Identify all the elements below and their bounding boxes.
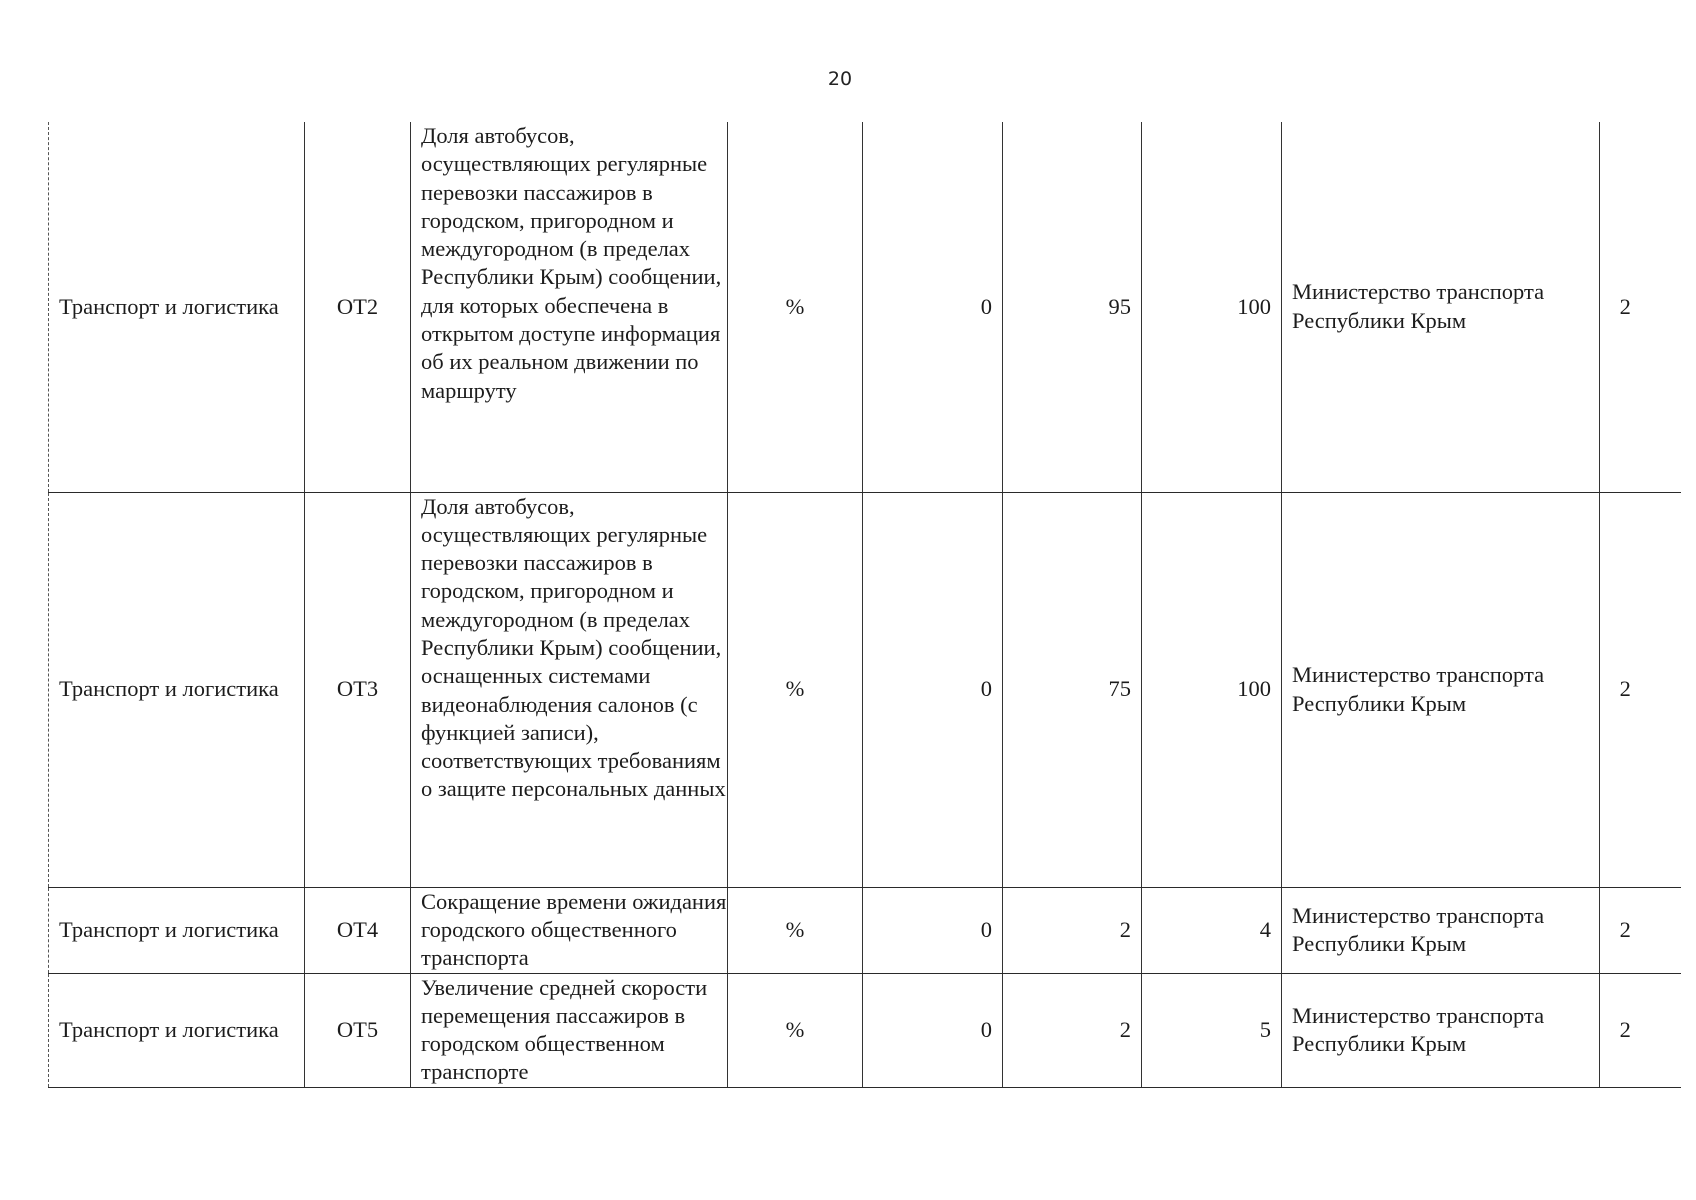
sector-cell: Транспорт и логистика [49,492,305,887]
description-cell: Доля автобусов, осуществляющих регулярные перевозки пассажиров в городском, пригородном и междугородном (в пределах Республики Крым) сообщении, для которых обеспечена в открытом доступе информация об их реальном движении по маршруту [411,122,728,492]
value-1-cell: 0 [863,122,1003,492]
responsible-cell: Министерство транспорта Республики Крым [1282,887,1600,973]
indicators-table [48,122,1681,1088]
table-row [49,887,1681,973]
last-cell: 2 [1600,122,1681,492]
value-2-cell: 2 [1003,887,1142,973]
responsible-cell: Министерство транспорта Республики Крым [1282,492,1600,887]
description-cell: Сокращение времени ожидания городского общественного транспорта [411,887,728,973]
code-cell: ОТ2 [305,122,411,492]
value-2-cell: 2 [1003,973,1142,1087]
page-number: 20 [827,68,853,90]
last-cell: 2 [1600,887,1681,973]
code-cell: ОТ4 [305,887,411,973]
responsible-cell: Министерство транспорта Республики Крым [1282,973,1600,1087]
value-2-cell: 75 [1003,492,1142,887]
value-3-cell: 5 [1142,973,1282,1087]
sector-cell: Транспорт и логистика [49,973,305,1087]
value-2-cell: 95 [1003,122,1142,492]
sector-cell: Транспорт и логистика [49,122,305,492]
unit-cell: % [728,122,863,492]
value-3-cell: 4 [1142,887,1282,973]
description-cell: Увеличение средней скорости перемещения пассажиров в городском общественном транспорте [411,973,728,1087]
value-1-cell: 0 [863,492,1003,887]
code-cell: ОТ3 [305,492,411,887]
table-row [49,492,1681,887]
value-1-cell: 0 [863,973,1003,1087]
sector-cell: Транспорт и логистика [49,887,305,973]
table-row [49,973,1681,1087]
value-3-cell: 100 [1142,122,1282,492]
unit-cell: % [728,973,863,1087]
last-cell: 2 [1600,492,1681,887]
unit-cell: % [728,887,863,973]
code-cell: ОТ5 [305,973,411,1087]
responsible-cell: Министерство транспорта Республики Крым [1282,122,1600,492]
value-3-cell: 100 [1142,492,1282,887]
description-cell: Доля автобусов, осуществляющих регулярные перевозки пассажиров в городском, пригородном и междугородном (в пределах Республики Крым) сообщении, оснащенных системами видеонаблюдения салонов (с функцией записи), соответствующих требованиям о защите персональных данных [411,492,728,887]
table-row [49,122,1681,492]
unit-cell: % [728,492,863,887]
value-1-cell: 0 [863,887,1003,973]
last-cell: 2 [1600,973,1681,1087]
